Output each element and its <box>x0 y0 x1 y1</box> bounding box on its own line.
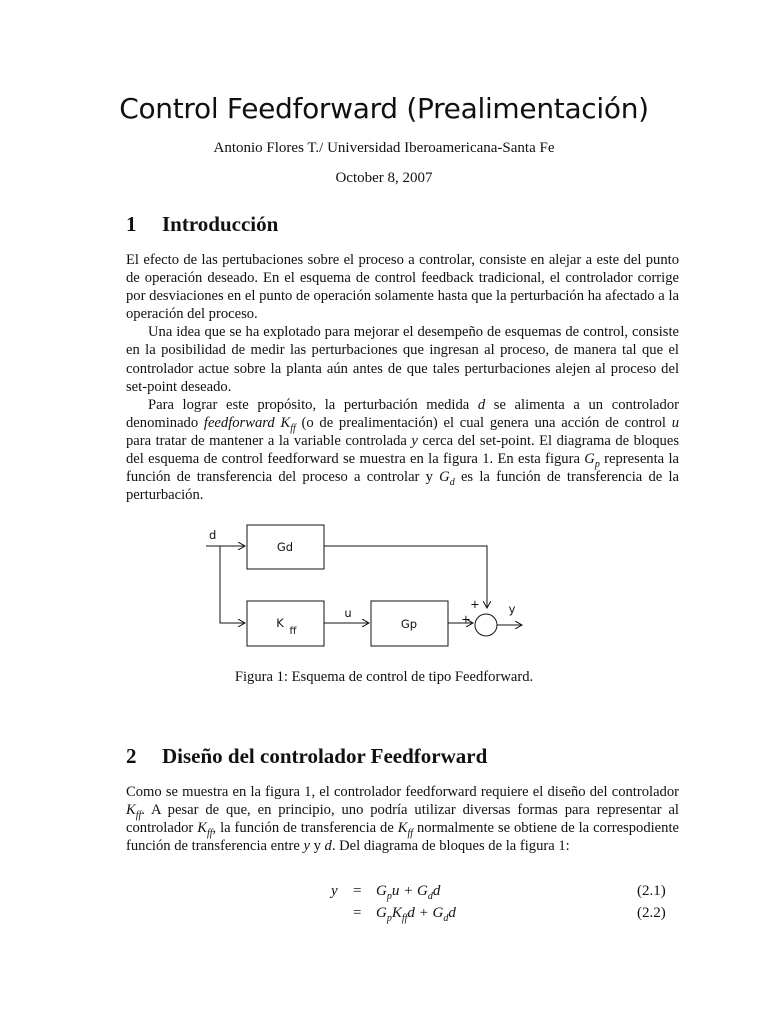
section-1-paragraph-1: El efecto de las pertubaciones sobre el proceso a controlar, consiste en alejar a este del punto de operación deseado. En el esquema de control feedback tradicional, el controlador corrige por desviaciones en el punto de operación solamente hasta que la perturbación ha afectado a la operación del proceso. <box>126 252 679 323</box>
summing-junction <box>475 614 497 636</box>
section-2-number: 2 <box>126 744 137 768</box>
section-1-title: Introducción <box>162 212 279 236</box>
author-line: Antonio Flores T./ Universidad Iberoamericana-Santa Fe <box>213 140 555 156</box>
arrow-d-to-kff <box>220 546 245 623</box>
block-kff-subscript: ff <box>289 626 297 637</box>
eq1-number: (2.1) <box>637 883 666 899</box>
block-gp-label: Gp <box>400 617 418 631</box>
eq1-relation: = <box>353 883 362 899</box>
arrow-gd-to-sum <box>324 546 487 608</box>
section-2-paragraph-1: Como se muestra en la figura 1, el controlador feedforward requiere el diseño del controlador $K_{ff}$. A pesar de que, en principio, uno podría utilizar diversas formas para representar al controlador $K_{ff}$, la función de transferencia de $K_{ff}$ normalmente se obtiene de la correspodiente función de transferencia entre y y d. Del diagrama de bloques de la figura 1: <box>126 784 679 855</box>
date-line: October 8, 2007 <box>335 170 433 186</box>
block-kff-label: K <box>276 616 284 630</box>
label-u: u <box>344 606 352 620</box>
block-kff <box>247 601 324 646</box>
eq2-rhs: $G_pK_{ff}d + G_dd$ <box>376 905 456 924</box>
block-gd-label: Gd <box>276 540 294 554</box>
feedforward-block-diagram <box>190 522 530 652</box>
label-y: y <box>508 602 516 616</box>
figure-1-caption: Figura 1: Esquema de control de tipo Feedforward. <box>234 669 534 685</box>
label-d: d <box>209 528 217 542</box>
section-1-paragraph-3: Para lograr este propósito, la perturbación medida d se alimenta a un controlador denominado feedforward $K_{ff}$ (o de prealimentación) el cual genera una acción de control u para tratar de mantener a la variable controlada y cerca del set-point. El diagrama de bloques del esquema de control feedforward se muestra en la figura 1. En esta figura $G_p$ representa la función de transferencia del proceso a controlar y $G_d$ es la función de transferencia de la perturbación. <box>126 396 680 504</box>
eq1-lhs: y <box>331 883 338 899</box>
sum-plus-top: + <box>470 597 480 611</box>
eq2-relation: = <box>353 905 362 921</box>
section-1-body <box>126 251 679 504</box>
eq1-rhs: $G_pu + G_dd$ <box>376 883 441 902</box>
sum-plus-left: + <box>461 612 471 626</box>
section-2-heading <box>126 744 487 769</box>
eq2-number: (2.2) <box>637 905 666 921</box>
section-1-paragraph-2: Una idea que se ha explotado para mejorar el desempeño de esquemas de control, consiste en la posibilidad de medir las perturbaciones que ingresan al proceso, de manera tal que el controlador actue sobre la planta aún antes de que tales perturbaciones alejen al proceso del set-point deseado. <box>126 324 679 395</box>
section-1-heading <box>126 212 278 237</box>
section-1-number: 1 <box>126 212 137 236</box>
section-2-title: Diseño del controlador Feedforward <box>162 744 488 768</box>
paper-title: Control Feedforward (Prealimentación) <box>119 92 649 125</box>
section-2-body <box>126 783 679 855</box>
